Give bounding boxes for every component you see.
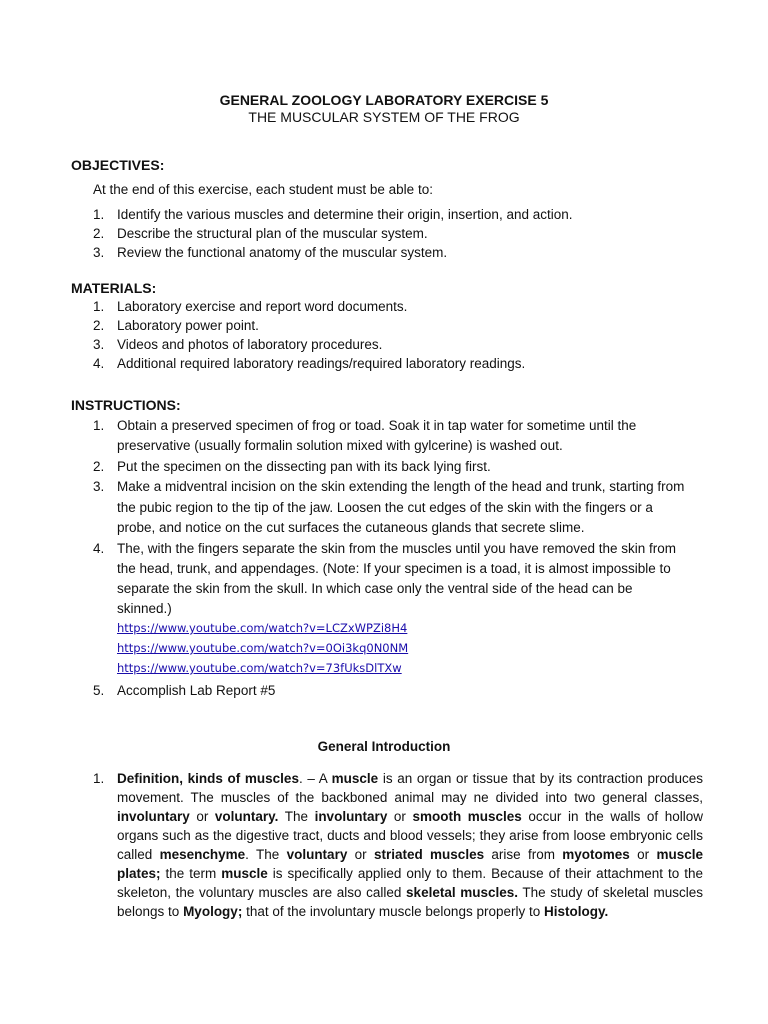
intro-text: . The [245, 847, 287, 862]
instruction-line: probe, and notice on the cut surfaces the cutaneous glands that secrete slime. [117, 520, 585, 535]
instruction-number: 2. [93, 459, 105, 474]
intro-bold-term: muscle [221, 866, 268, 881]
material-item: Additional required laboratory readings/required laboratory readings. [117, 356, 526, 371]
instruction-number: 1. [93, 418, 105, 433]
objective-item: Describe the structural plan of the muscular system. [117, 226, 428, 241]
intro-text: or [387, 809, 413, 824]
objective-item: Identify the various muscles and determine their origin, insertion, and action. [117, 207, 573, 222]
material-number: 3. [93, 337, 105, 352]
intro-bold-term: smooth muscles [412, 809, 522, 824]
intro-paragraph [117, 769, 703, 921]
youtube-link[interactable]: https://www.youtube.com/watch?v=LCZxWPZi8H4 [117, 621, 408, 635]
instruction-line: The, with the fingers separate the skin from the muscles until you have removed the skin from [117, 541, 677, 556]
youtube-link[interactable]: https://www.youtube.com/watch?v=73fUksDlTXw [117, 661, 402, 675]
instruction-line: preservative (usually formalin solution mixed with gylcerine) is washed out. [117, 438, 563, 453]
general-introduction-heading: General Introduction [317, 739, 451, 754]
intro-text: is an organ or tissue that by its contraction produces movement. The muscles of the backboned animal may ne divided into two general classes, [117, 771, 704, 805]
material-number: 4. [93, 356, 105, 371]
objective-item: Review the functional anatomy of the muscular system. [117, 245, 448, 260]
objectives-heading: OBJECTIVES: [71, 157, 165, 173]
instruction-line: Make a midventral incision on the skin extending the length of the head and trunk, starting from [117, 479, 685, 494]
intro-bold-term: Definition, kinds of muscles [117, 771, 299, 786]
instruction-line: separate the skin from the skull. In which case only the ventral side of the head can be [117, 581, 633, 596]
intro-bold-term: muscle [331, 771, 379, 786]
intro-text: or [629, 847, 657, 862]
document-subtitle: THE MUSCULAR SYSTEM OF THE FROG [248, 109, 520, 125]
intro-text: occur in the walls of hollow organs such as the digestive tract, ducts and blood vessels; they arise from loose embryonic cells called [117, 809, 704, 862]
instruction-number: 5. [93, 683, 105, 698]
intro-bold-term: involuntary [314, 809, 388, 824]
instruction-number: 4. [93, 541, 105, 556]
instruction-line: Put the specimen on the dissecting pan with its back lying first. [117, 459, 491, 474]
intro-bold-term: striated muscles [373, 847, 485, 862]
instructions-heading: INSTRUCTIONS: [71, 397, 181, 413]
intro-bold-term: skeletal muscles. [406, 885, 518, 900]
material-item: Laboratory exercise and report word documents. [117, 299, 408, 314]
intro-bold-term: Myology; [183, 904, 243, 919]
objectives-intro: At the end of this exercise, each student must be able to: [93, 182, 433, 197]
material-item: Videos and photos of laboratory procedures. [117, 337, 383, 352]
instruction-line: skinned.) [117, 601, 172, 616]
instruction-number: 3. [93, 479, 105, 494]
intro-number: 1. [93, 771, 105, 786]
intro-bold-term: voluntary [286, 847, 348, 862]
material-number: 1. [93, 299, 105, 314]
intro-bold-term: muscle plates; [117, 847, 703, 881]
intro-text: or [347, 847, 374, 862]
intro-text: that of the involuntary muscle belongs properly to [242, 904, 544, 919]
intro-bold-term: mesenchyme [159, 847, 246, 862]
intro-text: . – A [298, 771, 332, 786]
intro-bold-term: Histology. [543, 904, 609, 919]
objective-number: 1. [93, 207, 105, 222]
intro-text: The study of skeletal muscles belongs to [117, 885, 703, 919]
intro-text: arise from [484, 847, 563, 862]
material-item: Laboratory power point. [117, 318, 259, 333]
document-title: GENERAL ZOOLOGY LABORATORY EXERCISE 5 [219, 92, 549, 108]
objective-number: 2. [93, 226, 105, 241]
material-number: 2. [93, 318, 105, 333]
instruction-line: the head, trunk, and appendages. (Note: If your specimen is a toad, it is almost impossible to [117, 561, 671, 576]
intro-bold-term: voluntary. [214, 809, 279, 824]
instruction-line: Accomplish Lab Report #5 [117, 683, 276, 698]
intro-text: The [278, 809, 315, 824]
instruction-line: the pubic region to the tip of the jaw. Loosen the cut edges of the skin with the fingers or a [117, 500, 653, 515]
youtube-link[interactable]: https://www.youtube.com/watch?v=0Oi3kq0N0NM [117, 641, 409, 655]
intro-text: the term [160, 866, 222, 881]
intro-bold-term: involuntary [117, 809, 190, 824]
intro-text: or [189, 809, 215, 824]
intro-text: is specifically applied only to them. Because of their attachment to the skeleton, the voluntary muscles are also called [117, 866, 703, 900]
intro-bold-term: myotomes [562, 847, 630, 862]
materials-heading: MATERIALS: [71, 280, 157, 296]
instruction-line: Obtain a preserved specimen of frog or toad. Soak it in tap water for sometime until the [117, 418, 637, 433]
objective-number: 3. [93, 245, 105, 260]
